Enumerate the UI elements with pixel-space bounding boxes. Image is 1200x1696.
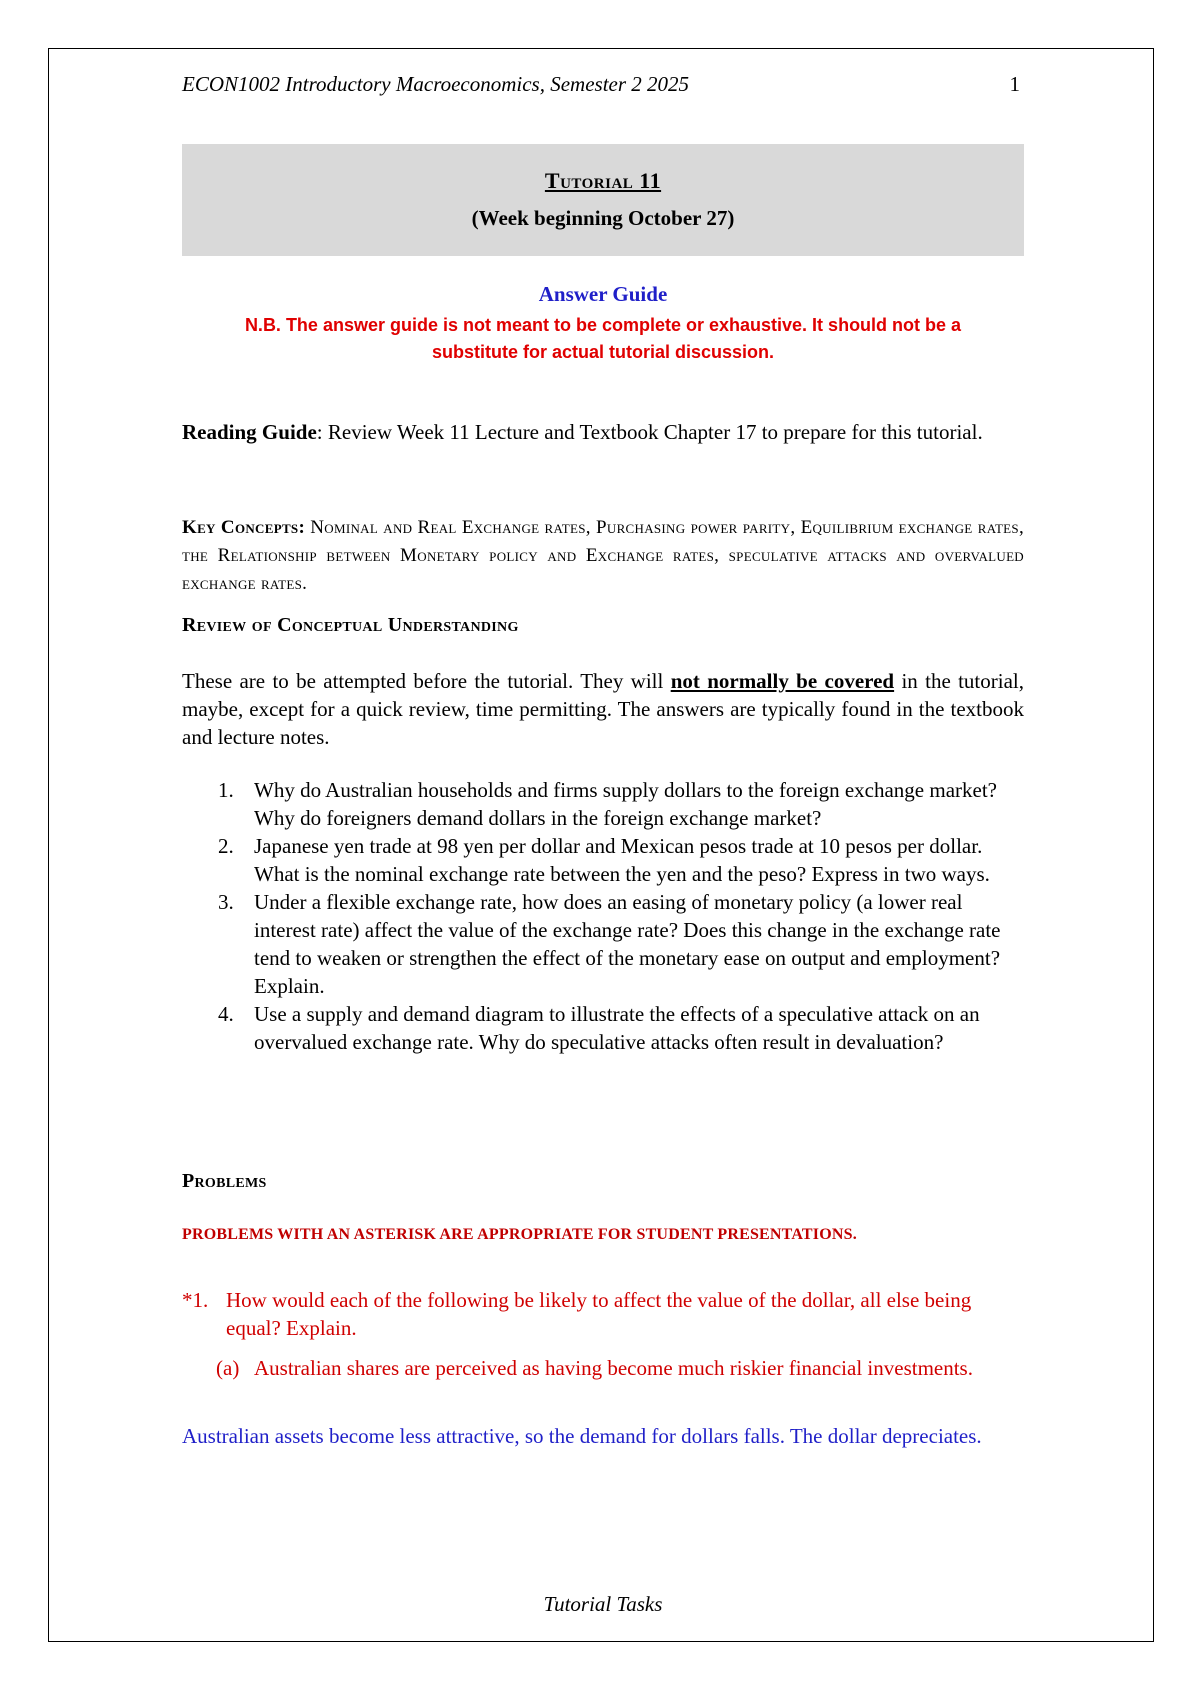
question-text: Japanese yen trade at 98 yen per dollar and Mexican pesos trade at 10 pesos per dollar. What is the nominal exchange rate between the yen and the peso? Express in two ways. bbox=[254, 834, 990, 886]
problem-1a-answer: Australian assets become less attractive, so the demand for dollars falls. The dollar depreciates. bbox=[182, 1424, 982, 1448]
review-intro bbox=[182, 667, 1024, 751]
list-item bbox=[182, 1000, 1024, 1056]
intro-emphasis: not normally be covered bbox=[670, 669, 895, 693]
key-concepts-label: Key Concepts: bbox=[182, 517, 306, 538]
problem-1a-text: Australian shares are perceived as having become much riskier financial investments. bbox=[254, 1356, 973, 1380]
key-concepts bbox=[182, 514, 1024, 598]
question-number: 3. bbox=[218, 890, 234, 914]
running-header bbox=[182, 72, 1024, 97]
title-box bbox=[182, 144, 1024, 256]
reading-guide-label: Reading Guide bbox=[182, 420, 317, 444]
course-title: ECON1002 Introductory Macroeconomics, Semester 2 2025 bbox=[182, 72, 690, 96]
intro-text-before: These are to be attempted before the tutorial. They will bbox=[182, 669, 671, 693]
tutorial-title: Tutorial 11 bbox=[544, 168, 662, 193]
question-text: Why do Australian households and firms supply dollars to the foreign exchange market? Why do foreigners demand dollars in the foreign exchange market? bbox=[254, 778, 997, 830]
question-number: 2. bbox=[218, 834, 234, 858]
key-concepts-text: Nominal and Real Exchange rates, Purchasing power parity, Equilibrium exchange rates, the Relationship between Monetary policy and Exchange rates, speculative attacks and overvalued exchange rates. bbox=[182, 517, 1025, 594]
asterisk-note: PROBLEMS WITH AN ASTERISK ARE APPROPRIATE FOR STUDENT PRESENTATIONS. bbox=[182, 1226, 857, 1243]
list-item bbox=[182, 832, 1024, 888]
problem-1-text: How would each of the following be likely to affect the value of the dollar, all else being equal? Explain. bbox=[226, 1288, 972, 1340]
reading-guide-text: : Review Week 11 Lecture and Textbook Chapter 17 to prepare for this tutorial. bbox=[316, 420, 983, 444]
problem-1a bbox=[216, 1354, 1024, 1382]
intro-text-after: in the tutorial, maybe, except for a quick review, time permitting. The answers are typically found in the textbook and lecture notes. bbox=[182, 669, 1024, 749]
problem-1 bbox=[182, 1286, 1024, 1342]
review-questions bbox=[182, 776, 1024, 1056]
problem-1a-label: (a) bbox=[216, 1356, 240, 1380]
answer-guide-heading: Answer Guide bbox=[538, 282, 668, 306]
list-item bbox=[182, 888, 1024, 1000]
page-number: 1 bbox=[1009, 72, 1020, 96]
question-text: Use a supply and demand diagram to illustrate the effects of a speculative attack on an overvalued exchange rate. Why do speculative attacks often result in devaluation? bbox=[254, 1002, 980, 1054]
reading-guide bbox=[182, 418, 1024, 446]
page-footer: Tutorial Tasks bbox=[543, 1592, 663, 1616]
problem-1-number: *1. bbox=[182, 1288, 209, 1312]
problems-heading: Problems bbox=[182, 1170, 267, 1192]
list-item bbox=[182, 776, 1024, 832]
question-text: Under a flexible exchange rate, how does an easing of monetary policy (a lower real interest rate) affect the value of the exchange rate? Does this change in the exchange rate tend to weaken or strengthen the effect of the monetary ease on output and employment? Explain. bbox=[254, 890, 1001, 998]
question-number: 1. bbox=[218, 778, 234, 802]
question-number: 4. bbox=[218, 1002, 234, 1026]
answer-guide-note: N.B. The answer guide is not meant to be complete or exhaustive. It should not be a substitute for actual tutorial discussion. bbox=[244, 315, 962, 362]
tutorial-subtitle: (Week beginning October 27) bbox=[471, 206, 735, 230]
review-heading: Review of Conceptual Understanding bbox=[182, 614, 519, 636]
